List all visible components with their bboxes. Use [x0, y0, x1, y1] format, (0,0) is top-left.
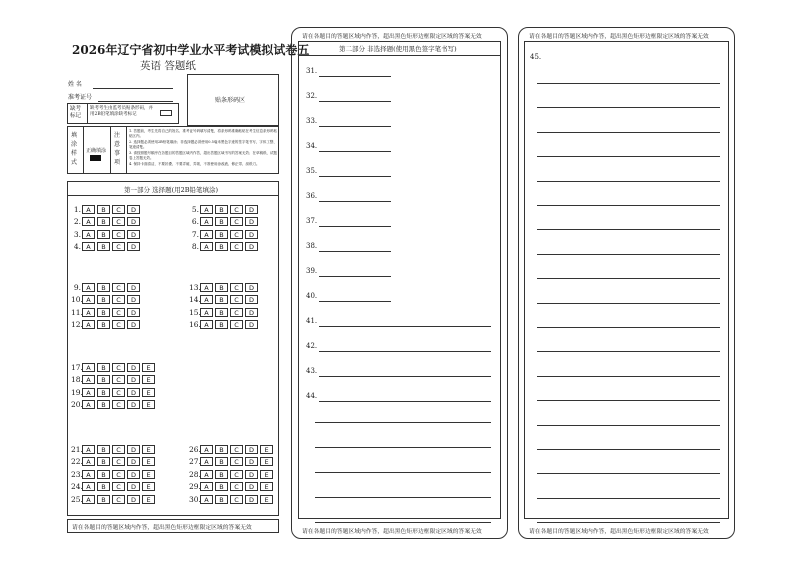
choice-question-row	[71, 204, 142, 214]
absent-checkbox[interactable]	[160, 110, 172, 116]
question-number: 19.	[71, 387, 83, 397]
answer-bubble-a[interactable]: A	[82, 320, 95, 329]
answer-bubble-d[interactable]: D	[127, 308, 140, 317]
question-number: 23.	[71, 469, 83, 479]
absent-divider	[87, 104, 88, 123]
answer-bubble-a[interactable]: A	[200, 217, 213, 226]
short-answer-number: 39.	[306, 267, 318, 275]
part1-title: 第一部分 选择题(用2B铅笔填涂)	[124, 186, 219, 194]
notice-line-2: 2. 选择题必须使用2B铅笔填涂；非选择题必须使用0.5毫米黑色字迹的签字笔书写，字体工整、笔迹清楚。	[129, 140, 277, 149]
answer-bubble-b[interactable]: B	[97, 375, 110, 384]
long-answer-number: 44.	[306, 392, 318, 400]
long-answer-line[interactable]	[319, 401, 491, 402]
answer-bubble-c[interactable]: C	[112, 445, 125, 454]
answer-bubble-b[interactable]: B	[215, 482, 228, 491]
answer-bubble-c[interactable]: C	[112, 308, 125, 317]
choice-question-row	[189, 482, 275, 492]
answer-bubble-c[interactable]: C	[230, 230, 243, 239]
answer-bubble-a[interactable]: A	[82, 445, 95, 454]
short-answer-number: 31.	[306, 67, 318, 75]
question-number: 25.	[71, 494, 83, 504]
answer-bubble-d[interactable]: D	[127, 482, 140, 491]
answer-bubble-d[interactable]: D	[127, 445, 140, 454]
answer-bubble-c[interactable]: C	[112, 320, 125, 329]
short-answer-line[interactable]	[319, 126, 391, 127]
col1-footer-text: 请在各题目的答题区域内作答，超出黑色矩形边框限定区域的答案无效	[72, 525, 252, 531]
answer-bubble-a[interactable]: A	[82, 375, 95, 384]
answer-bubble-a[interactable]: A	[82, 400, 95, 409]
answer-bubble-d[interactable]: D	[245, 217, 258, 226]
notice-label: 注意事项	[114, 132, 121, 166]
notice-line-4: 4. 保持卡面清洁，不要折叠、不要弄破、弄皱，不准使用涂改液、修正带、刮纸刀。	[129, 162, 260, 166]
fill-divider-2	[110, 127, 111, 173]
answer-bubble-b[interactable]: B	[215, 295, 228, 304]
col2-bottom-notice: 请在各题目的答题区域内作答，超出黑色矩形边框限定区域的答案无效	[302, 529, 482, 535]
essay-writing-line[interactable]	[537, 107, 720, 108]
essay-writing-line[interactable]	[537, 327, 720, 328]
answer-bubble-d[interactable]: D	[127, 388, 140, 397]
answer-bubble-c[interactable]: C	[112, 295, 125, 304]
answer-bubble-d[interactable]: D	[127, 205, 140, 214]
answer-bubble-d[interactable]: D	[127, 283, 140, 292]
essay-writing-line[interactable]	[537, 473, 720, 474]
choice-question-row	[71, 457, 157, 467]
short-answer-number: 40.	[306, 292, 318, 300]
essay-writing-line[interactable]	[537, 498, 720, 499]
answer-bubble-a[interactable]: A	[82, 308, 95, 317]
essay-writing-line[interactable]	[315, 472, 491, 473]
choice-question-row	[71, 217, 142, 227]
essay-writing-line[interactable]	[537, 351, 720, 352]
answer-bubble-d[interactable]: D	[245, 283, 258, 292]
fill-divider	[83, 127, 84, 173]
answer-bubble-c[interactable]: C	[230, 217, 243, 226]
choice-question-row	[71, 469, 157, 479]
answer-bubble-c[interactable]: C	[230, 295, 243, 304]
short-answer-number: 34.	[306, 142, 318, 150]
question-number: 28.	[189, 469, 201, 479]
choice-question-row	[189, 469, 275, 479]
id-field[interactable]	[98, 101, 173, 102]
answer-bubble-c[interactable]: C	[112, 457, 125, 466]
choice-question-row	[71, 444, 157, 454]
answer-bubble-b[interactable]: B	[97, 457, 110, 466]
choice-question-row	[71, 387, 157, 397]
choice-question-row	[189, 444, 275, 454]
answer-bubble-a[interactable]: A	[200, 283, 213, 292]
long-answer-number: 42.	[306, 342, 318, 350]
question-number: 5.	[191, 204, 199, 214]
answer-bubble-c[interactable]: C	[112, 495, 125, 504]
question-number: 3.	[73, 229, 81, 239]
question-number: 9.	[73, 282, 81, 292]
answer-bubble-b[interactable]: B	[97, 205, 110, 214]
answer-bubble-d[interactable]: D	[127, 242, 140, 251]
answer-bubble-b[interactable]: B	[97, 470, 110, 479]
choice-question-row	[189, 282, 260, 292]
question-number: 27.	[189, 457, 201, 466]
answer-bubble-c[interactable]: C	[230, 445, 243, 454]
essay-writing-line[interactable]	[537, 278, 720, 279]
choice-question-row	[189, 494, 275, 504]
short-answer-line[interactable]	[319, 201, 391, 202]
answer-bubble-a[interactable]: A	[82, 230, 95, 239]
barcode-label: 贴条形码区	[215, 97, 246, 104]
answer-bubble-b[interactable]: B	[97, 308, 110, 317]
choice-question-row	[189, 242, 260, 252]
question-number: 20.	[71, 400, 83, 409]
answer-bubble-b[interactable]: B	[97, 230, 110, 239]
choice-question-row	[189, 295, 260, 305]
answer-bubble-a[interactable]: A	[82, 388, 95, 397]
long-answer-line[interactable]	[319, 326, 491, 327]
answer-bubble-c[interactable]: C	[112, 388, 125, 397]
answer-bubble-b[interactable]: B	[215, 320, 228, 329]
answer-bubble-d[interactable]: D	[245, 230, 258, 239]
answer-bubble-b[interactable]: B	[215, 242, 228, 251]
answer-bubble-d[interactable]: D	[245, 295, 258, 304]
answer-bubble-c[interactable]: C	[230, 320, 243, 329]
answer-bubble-e[interactable]: E	[142, 495, 155, 504]
correct-fill-label: 正确填涂	[86, 148, 107, 154]
answer-bubble-a[interactable]: A	[200, 308, 213, 317]
answer-bubble-a[interactable]: A	[200, 320, 213, 329]
question-number: 18.	[71, 375, 83, 384]
notice-line-3: 3. 请按照题号顺序在各题目的答题区域内作答，超出答题区域书写的答案无效；在草稿纸、试题卷上答题无效。	[129, 151, 277, 160]
answer-bubble-d[interactable]: D	[127, 217, 140, 226]
question-number: 11.	[71, 307, 83, 317]
id-label: 准考证号	[68, 94, 93, 101]
answer-bubble-a[interactable]: A	[82, 205, 95, 214]
answer-bubble-c[interactable]: C	[230, 205, 243, 214]
answer-bubble-b[interactable]: B	[97, 445, 110, 454]
part2-title: 第二部分 非选择题(使用黑色签字笔书写)	[339, 45, 457, 53]
essay-writing-line[interactable]	[537, 181, 720, 182]
absent-mark-box	[67, 103, 179, 124]
answer-bubble-e[interactable]: E	[260, 445, 273, 454]
question-number: 14.	[189, 295, 201, 304]
essay-writing-line[interactable]	[537, 83, 720, 84]
long-answer-number: 41.	[306, 317, 318, 325]
answer-bubble-c[interactable]: C	[112, 242, 125, 251]
answer-bubble-e[interactable]: E	[260, 457, 273, 466]
question-number: 21.	[71, 444, 83, 454]
short-answer-line[interactable]	[319, 226, 391, 227]
answer-bubble-a[interactable]: A	[200, 470, 213, 479]
answer-bubble-c[interactable]: C	[230, 457, 243, 466]
answer-bubble-a[interactable]: A	[200, 457, 213, 466]
answer-bubble-a[interactable]: A	[82, 295, 95, 304]
answer-bubble-e[interactable]: E	[142, 445, 155, 454]
choice-question-row	[189, 320, 260, 330]
short-answer-line[interactable]	[319, 276, 391, 277]
choice-question-row	[71, 494, 157, 504]
short-answer-line[interactable]	[319, 151, 391, 152]
answer-bubble-d[interactable]: D	[127, 295, 140, 304]
answer-bubble-c[interactable]: C	[230, 482, 243, 491]
part2-box	[298, 41, 501, 519]
answer-bubble-d[interactable]: D	[127, 470, 140, 479]
answer-bubble-c[interactable]: C	[112, 375, 125, 384]
notice-line-1: 1. 答题前，考生先将自己的姓名、准考证号码填写清楚，将条形码准确粘贴在考生信息条形码粘贴区内。	[129, 129, 277, 138]
answer-bubble-c[interactable]: C	[230, 470, 243, 479]
page-title: 2026年辽宁省初中学业水平考试模拟试卷五	[72, 43, 310, 57]
answer-bubble-a[interactable]: A	[82, 242, 95, 251]
choice-question-row	[71, 295, 142, 305]
absent-label: 缺考标记	[70, 106, 82, 119]
short-answer-line[interactable]	[319, 176, 391, 177]
answer-bubble-a[interactable]: A	[82, 457, 95, 466]
part1-title-underline	[68, 195, 278, 196]
answer-bubble-b[interactable]: B	[97, 363, 110, 372]
short-answer-number: 37.	[306, 217, 318, 225]
essay-writing-line[interactable]	[537, 425, 720, 426]
answer-bubble-e[interactable]: E	[260, 482, 273, 491]
essay-writing-line[interactable]	[315, 522, 491, 523]
long-answer-line[interactable]	[319, 351, 491, 352]
answer-bubble-d[interactable]: D	[245, 470, 258, 479]
answer-bubble-c[interactable]: C	[112, 217, 125, 226]
answer-bubble-d[interactable]: D	[127, 495, 140, 504]
answer-bubble-d[interactable]: D	[127, 400, 140, 409]
question-number: 16.	[189, 320, 201, 329]
choice-question-row	[189, 204, 260, 214]
short-answer-number: 35.	[306, 167, 318, 175]
part1-box	[67, 181, 279, 516]
answer-bubble-c[interactable]: C	[112, 283, 125, 292]
question-number: 29.	[189, 482, 201, 491]
question-number: 15.	[189, 307, 201, 317]
answer-bubble-d[interactable]: D	[127, 375, 140, 384]
short-answer-line[interactable]	[319, 301, 391, 302]
answer-bubble-d[interactable]: D	[245, 457, 258, 466]
answer-bubble-e[interactable]: E	[142, 400, 155, 409]
answer-bubble-d[interactable]: D	[245, 495, 258, 504]
question-number: 4.	[73, 242, 81, 251]
answer-bubble-e[interactable]: E	[260, 495, 273, 504]
choice-question-row	[71, 375, 157, 385]
essay-writing-line[interactable]	[315, 497, 491, 498]
essay-writing-line[interactable]	[315, 447, 491, 448]
essay-writing-line[interactable]	[537, 400, 720, 401]
essay-writing-line[interactable]	[537, 205, 720, 206]
question-number: 1.	[73, 204, 81, 214]
col1-footer	[67, 519, 279, 533]
question-number: 13.	[189, 282, 201, 292]
col3-bottom-notice: 请在各题目的答题区域内作答，超出黑色矩形边框限定区域的答案无效	[529, 529, 709, 535]
choice-question-row	[71, 482, 157, 492]
answer-bubble-e[interactable]: E	[142, 457, 155, 466]
essay-writing-line[interactable]	[537, 449, 720, 450]
absent-text: 缺考考生由监考员贴条形码，并用2B铅笔填涂缺考标记	[90, 106, 153, 117]
choice-question-row	[71, 320, 142, 330]
answer-bubble-d[interactable]: D	[245, 242, 258, 251]
short-answer-line[interactable]	[319, 101, 391, 102]
essay-writing-line[interactable]	[537, 303, 720, 304]
answer-bubble-b[interactable]: B	[215, 457, 228, 466]
answer-bubble-d[interactable]: D	[127, 320, 140, 329]
answer-bubble-d[interactable]: D	[245, 320, 258, 329]
choice-question-row	[71, 242, 142, 252]
question-number: 26.	[189, 444, 201, 454]
answer-bubble-d[interactable]: D	[245, 205, 258, 214]
answer-bubble-d[interactable]: D	[127, 363, 140, 372]
answer-bubble-b[interactable]: B	[215, 470, 228, 479]
answer-bubble-a[interactable]: A	[200, 495, 213, 504]
question-number: 30.	[189, 494, 201, 504]
question-number: 24.	[71, 482, 83, 491]
answer-bubble-d[interactable]: D	[127, 457, 140, 466]
answer-bubble-e[interactable]: E	[142, 388, 155, 397]
essay-writing-line[interactable]	[537, 229, 720, 230]
answer-bubble-b[interactable]: B	[215, 217, 228, 226]
answer-bubble-b[interactable]: B	[97, 482, 110, 491]
long-answer-line[interactable]	[319, 376, 491, 377]
question-number: 7.	[191, 229, 199, 239]
answer-bubble-e[interactable]: E	[142, 363, 155, 372]
short-answer-number: 33.	[306, 117, 318, 125]
answer-bubble-c[interactable]: C	[230, 242, 243, 251]
answer-bubble-c[interactable]: C	[112, 482, 125, 491]
fill-divider-3	[126, 127, 127, 173]
answer-bubble-d[interactable]: D	[245, 445, 258, 454]
answer-bubble-b[interactable]: B	[215, 445, 228, 454]
essay-writing-line[interactable]	[537, 254, 720, 255]
q45-label: 45.	[530, 53, 542, 61]
answer-bubble-b[interactable]: B	[97, 283, 110, 292]
answer-bubble-b[interactable]: B	[215, 495, 228, 504]
answer-bubble-b[interactable]: B	[215, 205, 228, 214]
choice-question-row	[71, 307, 142, 317]
answer-bubble-a[interactable]: A	[82, 495, 95, 504]
long-answer-number: 43.	[306, 367, 318, 375]
col3-answer-box	[524, 41, 729, 519]
short-answer-line[interactable]	[319, 76, 391, 77]
essay-writing-line[interactable]	[537, 132, 720, 133]
answer-bubble-b[interactable]: B	[97, 388, 110, 397]
short-answer-number: 38.	[306, 242, 318, 250]
answer-bubble-a[interactable]: A	[200, 295, 213, 304]
answer-bubble-a[interactable]: A	[200, 482, 213, 491]
answer-bubble-b[interactable]: B	[97, 295, 110, 304]
answer-bubble-d[interactable]: D	[245, 482, 258, 491]
choice-question-row	[71, 229, 142, 239]
answer-bubble-e[interactable]: E	[260, 470, 273, 479]
choice-question-row	[71, 282, 142, 292]
essay-writing-line[interactable]	[537, 156, 720, 157]
question-number: 8.	[191, 242, 199, 251]
answer-bubble-a[interactable]: A	[82, 217, 95, 226]
answer-bubble-a[interactable]: A	[200, 205, 213, 214]
correct-fill-sample	[90, 155, 101, 161]
essay-writing-line[interactable]	[537, 522, 720, 523]
answer-bubble-a[interactable]: A	[200, 445, 213, 454]
choice-question-row	[189, 229, 260, 239]
short-answer-number: 32.	[306, 92, 318, 100]
answer-bubble-c[interactable]: C	[230, 495, 243, 504]
answer-bubble-e[interactable]: E	[142, 470, 155, 479]
answer-bubble-b[interactable]: B	[97, 320, 110, 329]
answer-bubble-a[interactable]: A	[82, 283, 95, 292]
question-number: 12.	[71, 320, 83, 329]
col3-top-notice: 请在各题目的答题区域内作答，超出黑色矩形边框限定区域的答案无效	[529, 34, 709, 40]
question-number: 6.	[191, 217, 199, 226]
part2-title-underline	[299, 55, 500, 56]
question-number: 2.	[73, 217, 81, 226]
answer-bubble-c[interactable]: C	[112, 363, 125, 372]
choice-question-row	[71, 362, 157, 372]
question-number: 17.	[71, 362, 83, 372]
answer-bubble-c[interactable]: C	[230, 283, 243, 292]
answer-bubble-c[interactable]: C	[112, 470, 125, 479]
answer-bubble-a[interactable]: A	[82, 482, 95, 491]
short-answer-line[interactable]	[319, 251, 391, 252]
answer-bubble-e[interactable]: E	[142, 375, 155, 384]
fill-notice-box	[67, 126, 279, 174]
answer-bubble-a[interactable]: A	[200, 230, 213, 239]
answer-bubble-a[interactable]: A	[200, 242, 213, 251]
question-number: 10.	[71, 295, 83, 304]
fill-label: 填涂样式	[71, 132, 78, 166]
choice-question-row	[189, 217, 260, 227]
choice-question-row	[189, 307, 260, 317]
answer-bubble-c[interactable]: C	[112, 400, 125, 409]
answer-bubble-c[interactable]: C	[230, 308, 243, 317]
answer-bubble-d[interactable]: D	[245, 308, 258, 317]
answer-bubble-d[interactable]: D	[127, 230, 140, 239]
col2-top-notice: 请在各题目的答题区域内作答，超出黑色矩形边框限定区域的答案无效	[302, 34, 482, 40]
essay-writing-line[interactable]	[315, 422, 491, 423]
answer-bubble-b[interactable]: B	[97, 217, 110, 226]
answer-bubble-b[interactable]: B	[97, 242, 110, 251]
choice-question-row	[71, 400, 157, 410]
question-number: 22.	[71, 457, 83, 466]
answer-bubble-b[interactable]: B	[97, 400, 110, 409]
essay-writing-line[interactable]	[537, 376, 720, 377]
answer-bubble-a[interactable]: A	[82, 363, 95, 372]
answer-bubble-b[interactable]: B	[215, 283, 228, 292]
name-label: 姓 名	[68, 81, 82, 88]
answer-bubble-b[interactable]: B	[215, 308, 228, 317]
name-field[interactable]	[93, 88, 173, 89]
answer-bubble-a[interactable]: A	[82, 470, 95, 479]
page-subtitle: 英语 答题纸	[140, 60, 196, 72]
answer-bubble-c[interactable]: C	[112, 205, 125, 214]
answer-bubble-b[interactable]: B	[215, 230, 228, 239]
answer-bubble-c[interactable]: C	[112, 230, 125, 239]
short-answer-number: 36.	[306, 192, 318, 200]
answer-bubble-b[interactable]: B	[97, 495, 110, 504]
choice-question-row	[189, 457, 275, 467]
answer-bubble-e[interactable]: E	[142, 482, 155, 491]
barcode-area	[187, 74, 279, 126]
